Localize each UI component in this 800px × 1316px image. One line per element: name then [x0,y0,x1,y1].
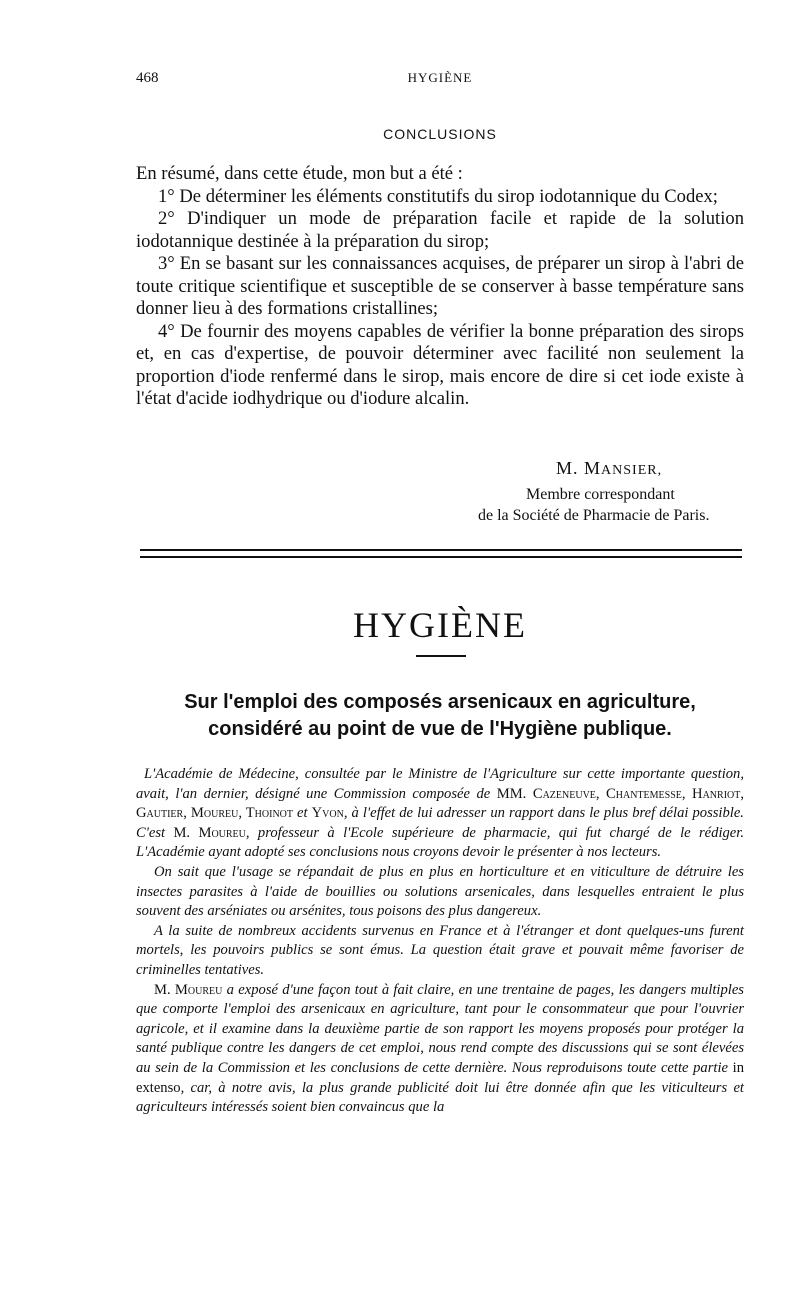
article-paragraph-2: On sait que l'usage se répandait de plus en plus en horticulture et en viticulture de détruire les insectes parasites à l'aide de bouillies ou solutions arsenicales, dans lesquelles entraient le plus souvent des arséniates ou arsénites, tous poisons des plus dangereux. [136,863,744,920]
signature-name [556,458,662,481]
article-title-line-2: considéré au point de vue de l'Hygiène publique. [208,718,672,740]
p1-text-a: L'Académie de Médecine, consultée par le Ministre de l'Agriculture sur cette importante question, avait, l'an dernier, désigné une Commission composée de [136,766,744,802]
p1-moureu: Moureu [190,824,246,841]
article-paragraph-1 [136,765,744,863]
conclusion-item-4: 4° De fournir des moyens capables de vérifier la bonne préparation des sirops et, en cas d'expertise, de pouvoir déterminer avec facilité non seulement la proportion d'iode renfermé dans le sirop, mais encore de dire si cet iode existe à l'état d'acide iodhydrique ou d'iodure alcalin. [136,320,744,409]
article-paragraph-3: A la suite de nombreux accidents survenus en France et à l'étranger et dont quelques-uns furent mortels, les pouvoirs publics se sont émus. La question était grave et pouvait même favoriser de criminelles tentatives. [136,922,744,978]
article-title [136,689,744,743]
p1-m: M. [173,824,191,841]
article-title-line-1: Sur l'emploi des composés arsenicaux en agriculture, [184,691,696,713]
page-number: 468 [136,70,159,86]
running-head [136,70,744,92]
p1-yvon: Yvon [311,805,344,822]
signature-name-rest: ANSIER, [601,463,663,478]
p1-commission-names: Cazeneuve, Chantemesse, Hanriot, Gautier, Moureu, Thoinot [136,785,745,822]
conclusion-item-1: 1° De déterminer les éléments constitutifs du sirop iodotannique du Codex; [158,185,718,207]
conclusions-intro: En résumé, dans cette étude, mon but a été : [136,163,463,184]
conclusions-body [136,163,744,411]
section-divider [140,549,742,558]
p1-mm: MM. [496,785,527,802]
article-paragraph-4 [136,981,744,1118]
signature-initial: M. [556,458,585,478]
p4-text-b: , car, à notre avis, la plus grande publicité doit lui être donnée afin que les viticulteurs et agriculteurs intéressés soient bien convaincus que la [136,1079,744,1116]
section-title: HYGIÈNE [353,605,527,645]
conclusion-item-2: 2° D'indiquer un mode de préparation facile et rapide de la solution iodotannique destinée à la préparation du sirop; [136,208,744,252]
signature-society: de la Société de Pharmacie de Paris. [478,507,710,524]
conclusion-item-3: 3° En se basant sur les connaissances acquises, de préparer un sirop à l'abri de toute critique scientifique et susceptible de se conserver à basse température sans donner lieu à des formations cristallines; [136,253,744,319]
signature-name-first-letter: M [584,458,602,478]
running-title: HYGIÈNE [407,70,473,85]
p4-text-a: a exposé d'une façon tout à fait claire, en une trentaine de pages, les dangers multiples que comporte l'emploi des arsenicaux en agriculture, tant pour le consommateur que pour l'ouvrier agricole, et il examine dans la deuxième partie de son rapport les moyens proposés pour protéger la santé publique contre les dangers de cet emploi, nous rend compte des discussions qui se sont élevées au sein de la Commission et les conclusions de cette dernière. Nous reproduisons toute cette partie [136,981,744,1076]
p1-et: et [293,805,312,822]
p4-in-extenso: in extenso [136,1059,744,1096]
p1-text-c: , professeur à l'Ecole supérieure de pharmacie, qui fut chargé de le rédiger. L'Académie ayant adopté ses conclusions nous croyons devoir le présenter à nos lecteurs. [136,824,744,861]
conclusions-heading: CONCLUSIONS [383,126,497,142]
signature-role: Membre correspondant [526,486,675,503]
p4-moureu: Moureu [170,981,223,998]
p1-text-b: , à l'effet de lui adresser un rapport dans le plus bref délai possible. C'est [136,805,744,841]
title-underline [416,655,466,657]
p4-m: M. [154,981,171,998]
article-body [136,765,744,1118]
